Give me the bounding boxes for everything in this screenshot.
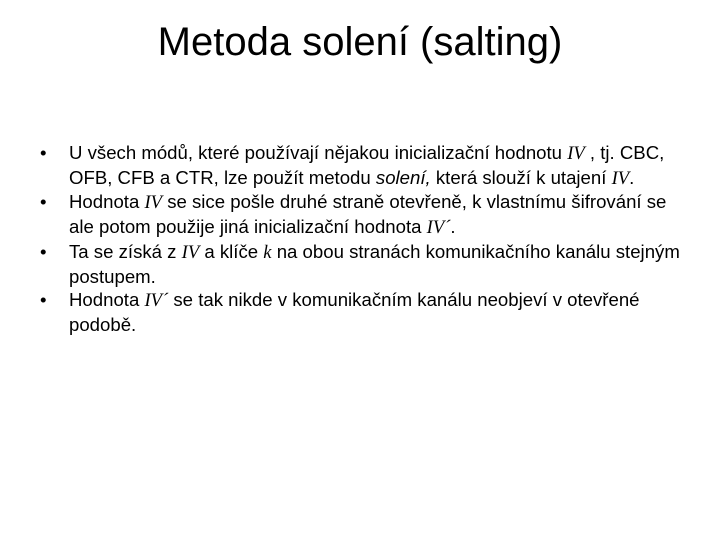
- bullet-text: se tak nikde v komunikačním kanálu neobjeví v otevřené podobě.: [69, 289, 640, 335]
- bullet-list: [40, 141, 690, 337]
- bullet-item-3: [40, 240, 690, 288]
- math-symbol-iv-prime: IV´: [426, 217, 451, 239]
- math-symbol-k: k: [263, 241, 272, 263]
- emphasis-text: solení,: [375, 166, 431, 188]
- bullet-text: .: [629, 166, 635, 188]
- bullet-item-2: [40, 190, 690, 239]
- bullet-text: , tj. CBC, OFB, CFB a CTR, lze použít metodu: [69, 142, 665, 188]
- math-symbol-iv: IV: [144, 192, 163, 214]
- bullet-icon: •: [40, 191, 47, 213]
- bullet-text: U všech módů, které používají nějakou inicializační hodnotu: [69, 142, 568, 163]
- bullet-text: na obou stranách komunikačního kanálu stejným postupem.: [69, 240, 680, 287]
- bullet-text: Ta se získá z: [69, 240, 182, 262]
- bullet-text: Hodnota: [69, 289, 145, 311]
- bullet-text: která slouží k utajení: [430, 166, 612, 188]
- bullet-item-1: [40, 141, 690, 190]
- math-symbol-iv: IV: [567, 143, 585, 164]
- bullet-text: se sice pošle druhé straně otevřeně, k vlastnímu šifrování se ale potom použije jiná inicializační hodnota: [69, 191, 667, 238]
- bullet-text: .: [450, 216, 456, 238]
- bullet-item-4: [40, 288, 690, 336]
- math-symbol-iv-prime: IV´: [144, 290, 169, 312]
- math-symbol-iv: IV: [611, 167, 630, 189]
- bullet-icon: •: [40, 289, 47, 311]
- bullet-icon: •: [40, 240, 47, 262]
- slide-title: Metoda solení (salting): [157, 20, 563, 64]
- bullet-text: Hodnota: [69, 191, 145, 213]
- bullet-icon: •: [40, 142, 47, 163]
- bullet-text: a klíče: [199, 240, 264, 262]
- math-symbol-iv: IV: [181, 241, 200, 263]
